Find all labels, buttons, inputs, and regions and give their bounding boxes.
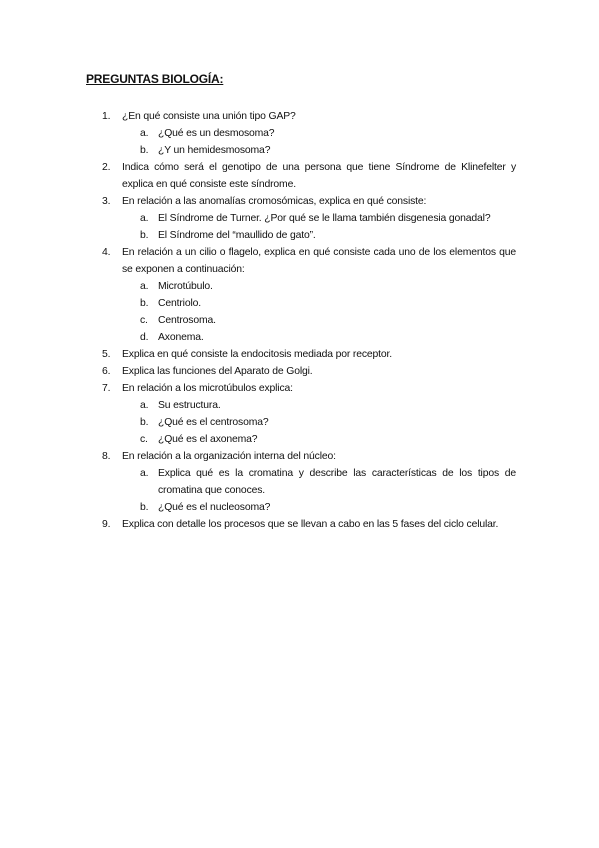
sub-question-letter: c. bbox=[140, 434, 148, 445]
sub-question-item bbox=[122, 499, 516, 516]
sub-question-list bbox=[122, 125, 516, 159]
question-item bbox=[102, 516, 516, 533]
sub-question-text: Su estructura. bbox=[158, 400, 221, 411]
sub-question-letter: a. bbox=[140, 213, 149, 224]
question-item bbox=[102, 244, 516, 346]
question-number: 3. bbox=[102, 196, 111, 207]
question-body bbox=[122, 346, 516, 363]
question-item bbox=[102, 193, 516, 244]
question-number: 1. bbox=[102, 111, 111, 122]
question-body bbox=[122, 193, 516, 244]
sub-question-letter: c. bbox=[140, 315, 148, 326]
question-item bbox=[102, 448, 516, 516]
sub-question-letter: b. bbox=[140, 145, 149, 156]
sub-question-list bbox=[122, 210, 516, 244]
sub-question-letter: a. bbox=[140, 281, 149, 292]
sub-question-text: Explica qué es la cromatina y describe las características de los tipos de cromatina que conoces. bbox=[158, 468, 516, 496]
sub-question-text: Microtúbulo. bbox=[158, 281, 213, 292]
question-body bbox=[122, 244, 516, 346]
sub-question-item bbox=[122, 312, 516, 329]
question-number: 6. bbox=[102, 366, 111, 377]
question-body bbox=[122, 159, 516, 193]
sub-question-text: Centriolo. bbox=[158, 298, 201, 309]
question-text: Explica las funciones del Aparato de Golgi. bbox=[122, 366, 313, 377]
question-text: En relación a la organización interna del núcleo: bbox=[122, 451, 336, 462]
sub-question-letter: a. bbox=[140, 468, 149, 479]
sub-question-list bbox=[122, 278, 516, 346]
sub-question-text: Axonema. bbox=[158, 332, 204, 343]
sub-question-letter: b. bbox=[140, 417, 149, 428]
sub-question-item bbox=[122, 210, 516, 227]
sub-question-item bbox=[122, 329, 516, 346]
sub-question-text: Centrosoma. bbox=[158, 315, 216, 326]
question-number: 4. bbox=[102, 247, 111, 258]
question-item bbox=[102, 108, 516, 159]
question-text: En relación a un cilio o flagelo, explica en qué consiste cada uno de los elementos que se exponen a continuación: bbox=[122, 247, 516, 275]
sub-question-text: ¿Y un hemidesmosoma? bbox=[158, 145, 271, 156]
question-text: En relación a las anomalías cromosómicas, explica en qué consiste: bbox=[122, 196, 427, 207]
sub-question-item bbox=[122, 465, 516, 499]
sub-question-item bbox=[122, 125, 516, 142]
sub-question-letter: a. bbox=[140, 400, 149, 411]
sub-question-list bbox=[122, 397, 516, 448]
sub-question-text: ¿Qué es un desmosoma? bbox=[158, 128, 275, 139]
question-text: Explica con detalle los procesos que se llevan a cabo en las 5 fases del ciclo celular. bbox=[122, 519, 499, 530]
question-number: 9. bbox=[102, 519, 111, 530]
question-number: 7. bbox=[102, 383, 111, 394]
question-list bbox=[102, 108, 516, 533]
sub-question-letter: d. bbox=[140, 332, 149, 343]
sub-question-list bbox=[122, 465, 516, 516]
sub-question-item bbox=[122, 414, 516, 431]
sub-question-letter: b. bbox=[140, 230, 149, 241]
sub-question-item bbox=[122, 142, 516, 159]
sub-question-text: El Síndrome de Turner. ¿Por qué se le llama también disgenesia gonadal? bbox=[158, 213, 491, 224]
sub-question-letter: b. bbox=[140, 502, 149, 513]
sub-question-item bbox=[122, 397, 516, 414]
sub-question-text: ¿Qué es el nucleosoma? bbox=[158, 502, 271, 513]
question-item bbox=[102, 380, 516, 448]
question-item bbox=[102, 159, 516, 193]
sub-question-text: El Síndrome del “maullido de gato”. bbox=[158, 230, 316, 241]
question-body bbox=[122, 448, 516, 516]
question-text: ¿En qué consiste una unión tipo GAP? bbox=[122, 111, 296, 122]
question-body bbox=[122, 108, 516, 159]
sub-question-item bbox=[122, 227, 516, 244]
sub-question-letter: a. bbox=[140, 128, 149, 139]
question-body bbox=[122, 380, 516, 448]
sub-question-letter: b. bbox=[140, 298, 149, 309]
document-title: PREGUNTAS BIOLOGÍA: bbox=[86, 72, 224, 86]
question-item bbox=[102, 346, 516, 363]
question-number: 5. bbox=[102, 349, 111, 360]
sub-question-item bbox=[122, 431, 516, 448]
question-text: Explica en qué consiste la endocitosis mediada por receptor. bbox=[122, 349, 392, 360]
sub-question-text: ¿Qué es el centrosoma? bbox=[158, 417, 269, 428]
sub-question-item bbox=[122, 278, 516, 295]
question-text: Indica cómo será el genotipo de una persona que tiene Síndrome de Klinefelter y explica en qué consiste este síndrome. bbox=[122, 162, 516, 190]
sub-question-text: ¿Qué es el axonema? bbox=[158, 434, 258, 445]
question-text: En relación a los microtúbulos explica: bbox=[122, 383, 293, 394]
question-number: 2. bbox=[102, 162, 111, 173]
question-number: 8. bbox=[102, 451, 111, 462]
question-body bbox=[122, 516, 516, 533]
sub-question-item bbox=[122, 295, 516, 312]
question-item bbox=[102, 363, 516, 380]
question-body bbox=[122, 363, 516, 380]
